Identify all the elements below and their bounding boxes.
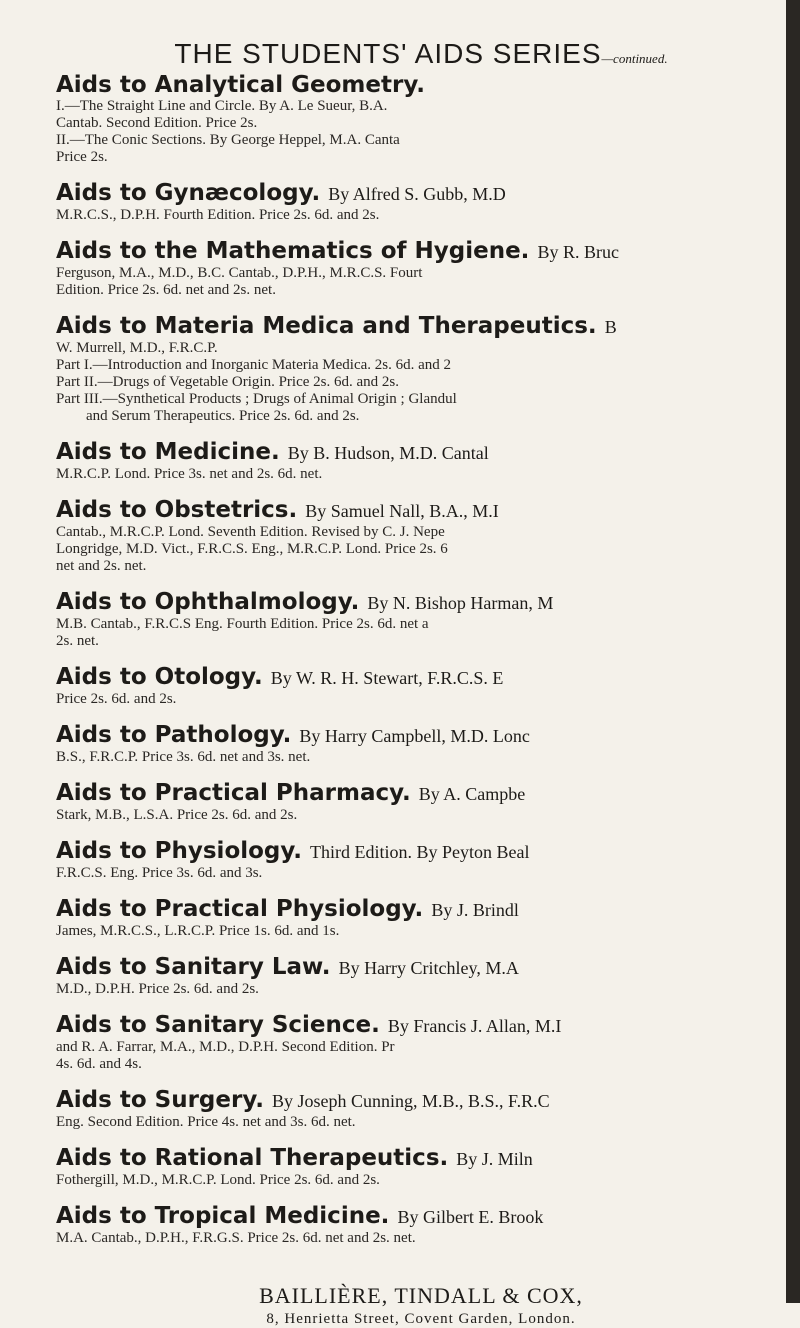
entry-detail: Fothergill, M.D., M.R.C.P. Lond. Price 2s. 6d. and 2s. (56, 1172, 380, 1188)
catalogue-entry (56, 589, 786, 650)
entry-part: Part III.—Synthetical Products ; Drugs of Animal Origin ; Glandul (56, 391, 457, 407)
entry-title-line (56, 896, 786, 923)
catalogue-entry (56, 180, 786, 224)
entry-author: By Gilbert E. Brook (397, 1207, 544, 1227)
entry-title: Aids to Surgery. (56, 1087, 264, 1113)
entry-list (56, 72, 786, 1247)
entry-part: and Serum Therapeutics. Price 2s. 6d. and 2s. (86, 408, 360, 424)
catalogue-entry (56, 664, 786, 708)
entry-author: By Joseph Cunning, M.B., B.S., F.R.C (271, 1091, 550, 1111)
entry-title: Aids to Materia Medica and Therapeutics. (56, 313, 597, 339)
entry-author: Third Edition. By Peyton Beal (310, 842, 530, 862)
entry-title-line (56, 1087, 786, 1114)
catalogue-entry (56, 1012, 786, 1073)
entry-author: By J. Miln (456, 1149, 533, 1169)
entry-title: Aids to Practical Pharmacy. (56, 780, 411, 806)
entry-part: Part I.—Introduction and Inorganic Materia Medica. 2s. 6d. and 2 (56, 357, 452, 373)
catalogue-entry (56, 722, 786, 766)
entry-title-line (56, 722, 786, 749)
entry-title-line (56, 1203, 786, 1230)
entry-detail: Price 2s. (56, 149, 108, 165)
entry-detail: W. Murrell, M.D., F.R.C.P. (56, 340, 218, 356)
catalogue-entry (56, 1145, 786, 1189)
entry-detail: 4s. 6d. and 4s. (56, 1056, 142, 1072)
page-header (56, 38, 786, 70)
entry-detail: M.B. Cantab., F.R.C.S Eng. Fourth Edition. Price 2s. 6d. net a (56, 616, 429, 632)
entry-detail: Longridge, M.D. Vict., F.R.C.S. Eng., M.R.C.P. Lond. Price 2s. 6 (56, 541, 448, 557)
entry-title: Aids to Pathology. (56, 722, 292, 748)
continued-note: —continued. (601, 51, 668, 66)
entry-detail: M.A. Cantab., D.P.H., F.R.G.S. Price 2s. 6d. net and 2s. net. (56, 1230, 416, 1246)
entry-title: Aids to Practical Physiology. (56, 896, 424, 922)
catalogue-entry (56, 954, 786, 998)
entry-title: Aids to the Mathematics of Hygiene. (56, 238, 530, 264)
entry-title-line (56, 238, 786, 265)
catalogue-entry (56, 439, 786, 483)
entry-title-line (56, 780, 786, 807)
entry-title-line (56, 313, 786, 340)
publisher-block (56, 1283, 786, 1328)
entry-author: By W. R. H. Stewart, F.R.C.S. E (270, 668, 504, 688)
entry-title-line (56, 180, 786, 207)
entry-title: Aids to Tropical Medicine. (56, 1203, 390, 1229)
entry-title: Aids to Medicine. (56, 439, 280, 465)
entry-author: By J. Brindl (431, 900, 519, 920)
catalogue-entry (56, 838, 786, 882)
entry-detail: Ferguson, M.A., M.D., B.C. Cantab., D.P.H., M.R.C.S. Fourt (56, 265, 423, 281)
entry-detail: James, M.R.C.S., L.R.C.P. Price 1s. 6d. and 1s. (56, 923, 340, 939)
catalogue-entry (56, 238, 786, 299)
entry-detail: Price 2s. 6d. and 2s. (56, 691, 177, 707)
entry-title: Aids to Physiology. (56, 838, 303, 864)
catalogue-entry (56, 497, 786, 575)
catalogue-entry (56, 313, 786, 425)
entry-title: Aids to Rational Therapeutics. (56, 1145, 449, 1171)
entry-title-line (56, 589, 786, 616)
entry-title: Aids to Ophthalmology. (56, 589, 360, 615)
entry-author: By Alfred S. Gubb, M.D (328, 184, 506, 204)
entry-author: By B. Hudson, M.D. Cantal (287, 443, 489, 463)
entry-detail: F.R.C.S. Eng. Price 3s. 6d. and 3s. (56, 865, 263, 881)
entry-detail: I.—The Straight Line and Circle. By A. Le Sueur, B.A. (56, 98, 388, 114)
entry-author: By Harry Campbell, M.D. Lonc (299, 726, 530, 746)
entry-author: By Samuel Nall, B.A., M.I (305, 501, 499, 521)
publisher-name: BAILLIÈRE, TINDALL & COX, (259, 1283, 583, 1308)
entry-detail: net and 2s. net. (56, 558, 147, 574)
catalogue-entry (56, 72, 786, 166)
entry-title-line (56, 1145, 786, 1172)
entry-detail: and R. A. Farrar, M.A., M.D., D.P.H. Second Edition. Pr (56, 1039, 395, 1055)
entry-part: Part II.—Drugs of Vegetable Origin. Price 2s. 6d. and 2s. (56, 374, 399, 390)
entry-title: Aids to Gynæcology. (56, 180, 321, 206)
entry-title-line (56, 497, 786, 524)
entry-detail: Cantab., M.R.C.P. Lond. Seventh Edition. Revised by C. J. Nepe (56, 524, 445, 540)
series-title: THE STUDENTS' AIDS SERIES (174, 38, 602, 69)
entry-author: B (604, 317, 617, 337)
entry-title: Aids to Analytical Geometry. (56, 72, 425, 98)
entry-detail: B.S., F.R.C.P. Price 3s. 6d. net and 3s. net. (56, 749, 311, 765)
catalogue-entry (56, 1203, 786, 1247)
entry-title-line (56, 1012, 786, 1039)
entry-detail: Cantab. Second Edition. Price 2s. (56, 115, 258, 131)
entry-title: Aids to Otology. (56, 664, 263, 690)
catalogue-entry (56, 1087, 786, 1131)
entry-detail: II.—The Conic Sections. By George Heppel, M.A. Canta (56, 132, 400, 148)
page-edge (786, 0, 800, 1303)
entry-detail: M.D., D.P.H. Price 2s. 6d. and 2s. (56, 981, 259, 997)
entry-detail: M.R.C.S., D.P.H. Fourth Edition. Price 2s. 6d. and 2s. (56, 207, 380, 223)
entry-author: By Francis J. Allan, M.I (387, 1016, 562, 1036)
entry-author: By N. Bishop Harman, M (367, 593, 554, 613)
publisher-address: 8, Henrietta Street, Covent Garden, London. (266, 1311, 576, 1327)
entry-author: By R. Bruc (537, 242, 619, 262)
entry-title-line (56, 72, 786, 98)
entry-title-line (56, 838, 786, 865)
entry-title-line (56, 439, 786, 466)
entry-detail: Eng. Second Edition. Price 4s. net and 3s. 6d. net. (56, 1114, 356, 1130)
entry-detail: Stark, M.B., L.S.A. Price 2s. 6d. and 2s. (56, 807, 298, 823)
entry-detail: M.R.C.P. Lond. Price 3s. net and 2s. 6d. net. (56, 466, 323, 482)
entry-title: Aids to Obstetrics. (56, 497, 298, 523)
entry-author: By Harry Critchley, M.A (338, 958, 519, 978)
catalogue-entry (56, 896, 786, 940)
catalogue-page (56, 38, 786, 1328)
entry-title: Aids to Sanitary Science. (56, 1012, 380, 1038)
entry-author: By A. Campbe (418, 784, 526, 804)
entry-title-line (56, 954, 786, 981)
entry-detail: Edition. Price 2s. 6d. net and 2s. net. (56, 282, 276, 298)
entry-detail: 2s. net. (56, 633, 99, 649)
entry-title: Aids to Sanitary Law. (56, 954, 331, 980)
catalogue-entry (56, 780, 786, 824)
entry-title-line (56, 664, 786, 691)
